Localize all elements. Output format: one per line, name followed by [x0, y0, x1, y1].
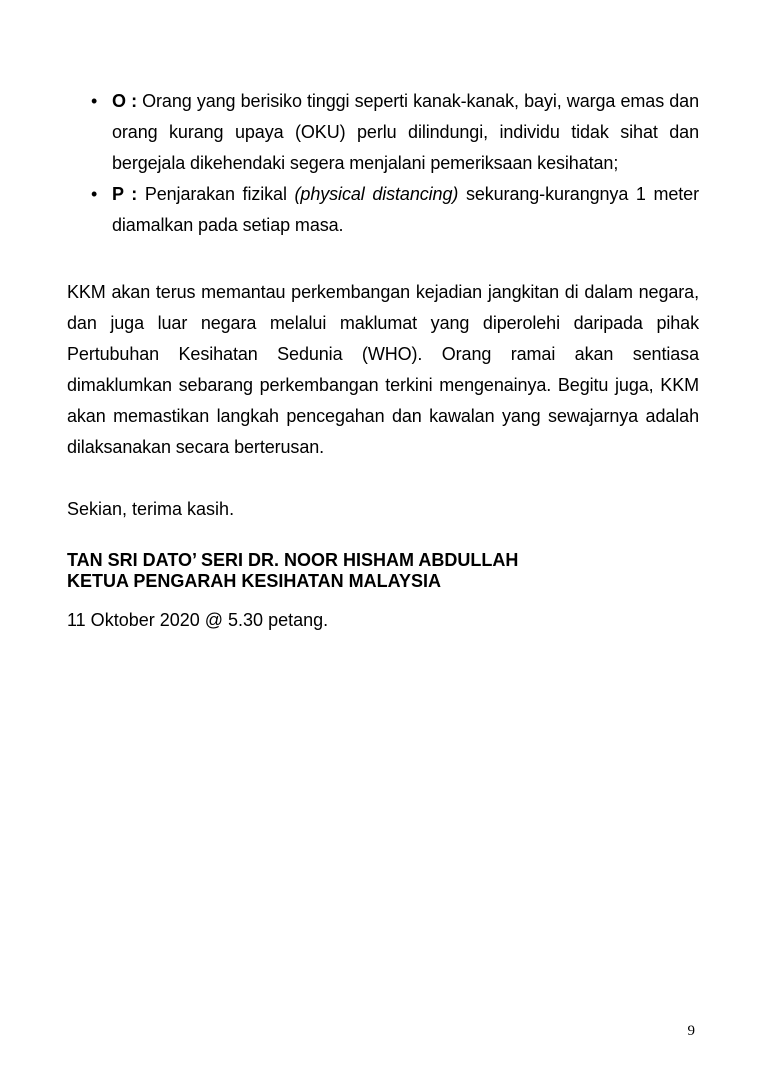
closing-text: Sekian, terima kasih.	[67, 499, 235, 519]
bullet-text-p-italic: (physical distancing)	[294, 184, 459, 204]
bullet-item-o	[67, 86, 699, 179]
bullet-text-o: Orang yang berisiko tinggi seperti kanak-kanak, bayi, warga emas dan orang kurang upaya (OKU) perlu dilindungi, individu tidak sihat dan bergejala dikehendaki segera menjalani pemeriksaan kesihatan;	[112, 91, 699, 173]
signature-block	[67, 550, 699, 592]
signature-name: TAN SRI DATO’ SERI DR. NOOR HISHAM ABDULLAH	[67, 550, 519, 570]
signature-title: KETUA PENGARAH KESIHATAN MALAYSIA	[67, 571, 442, 591]
bullet-prefix-p: P :	[112, 184, 138, 204]
bullet-icon: •	[91, 184, 98, 204]
bullet-list	[67, 86, 699, 241]
bullet-text-p-end: sekurang-kurangnya 1 meter diamalkan pada setiap masa.	[112, 184, 699, 235]
date-line: 11 Oktober 2020 @ 5.30 petang.	[67, 610, 329, 630]
bullet-item-p	[67, 179, 699, 241]
bullet-prefix-o: O :	[112, 91, 137, 111]
bullet-icon: •	[91, 91, 98, 111]
body-paragraph: KKM akan terus memantau perkembangan kejadian jangkitan di dalam negara, dan juga luar negara melalui maklumat yang diperolehi daripada pihak Pertubuhan Kesihatan Sedunia (WHO). Orang ramai akan sentiasa dimaklumkan sebarang perkembangan terkini mengenainya. Begitu juga, KKM akan memastikan langkah pencegahan dan kawalan yang sewajarnya adalah dilaksanakan secara berterusan.	[67, 282, 699, 457]
bullet-text-p-start: Penjarakan fizikal	[144, 184, 287, 204]
page-number: 9	[687, 1023, 695, 1039]
